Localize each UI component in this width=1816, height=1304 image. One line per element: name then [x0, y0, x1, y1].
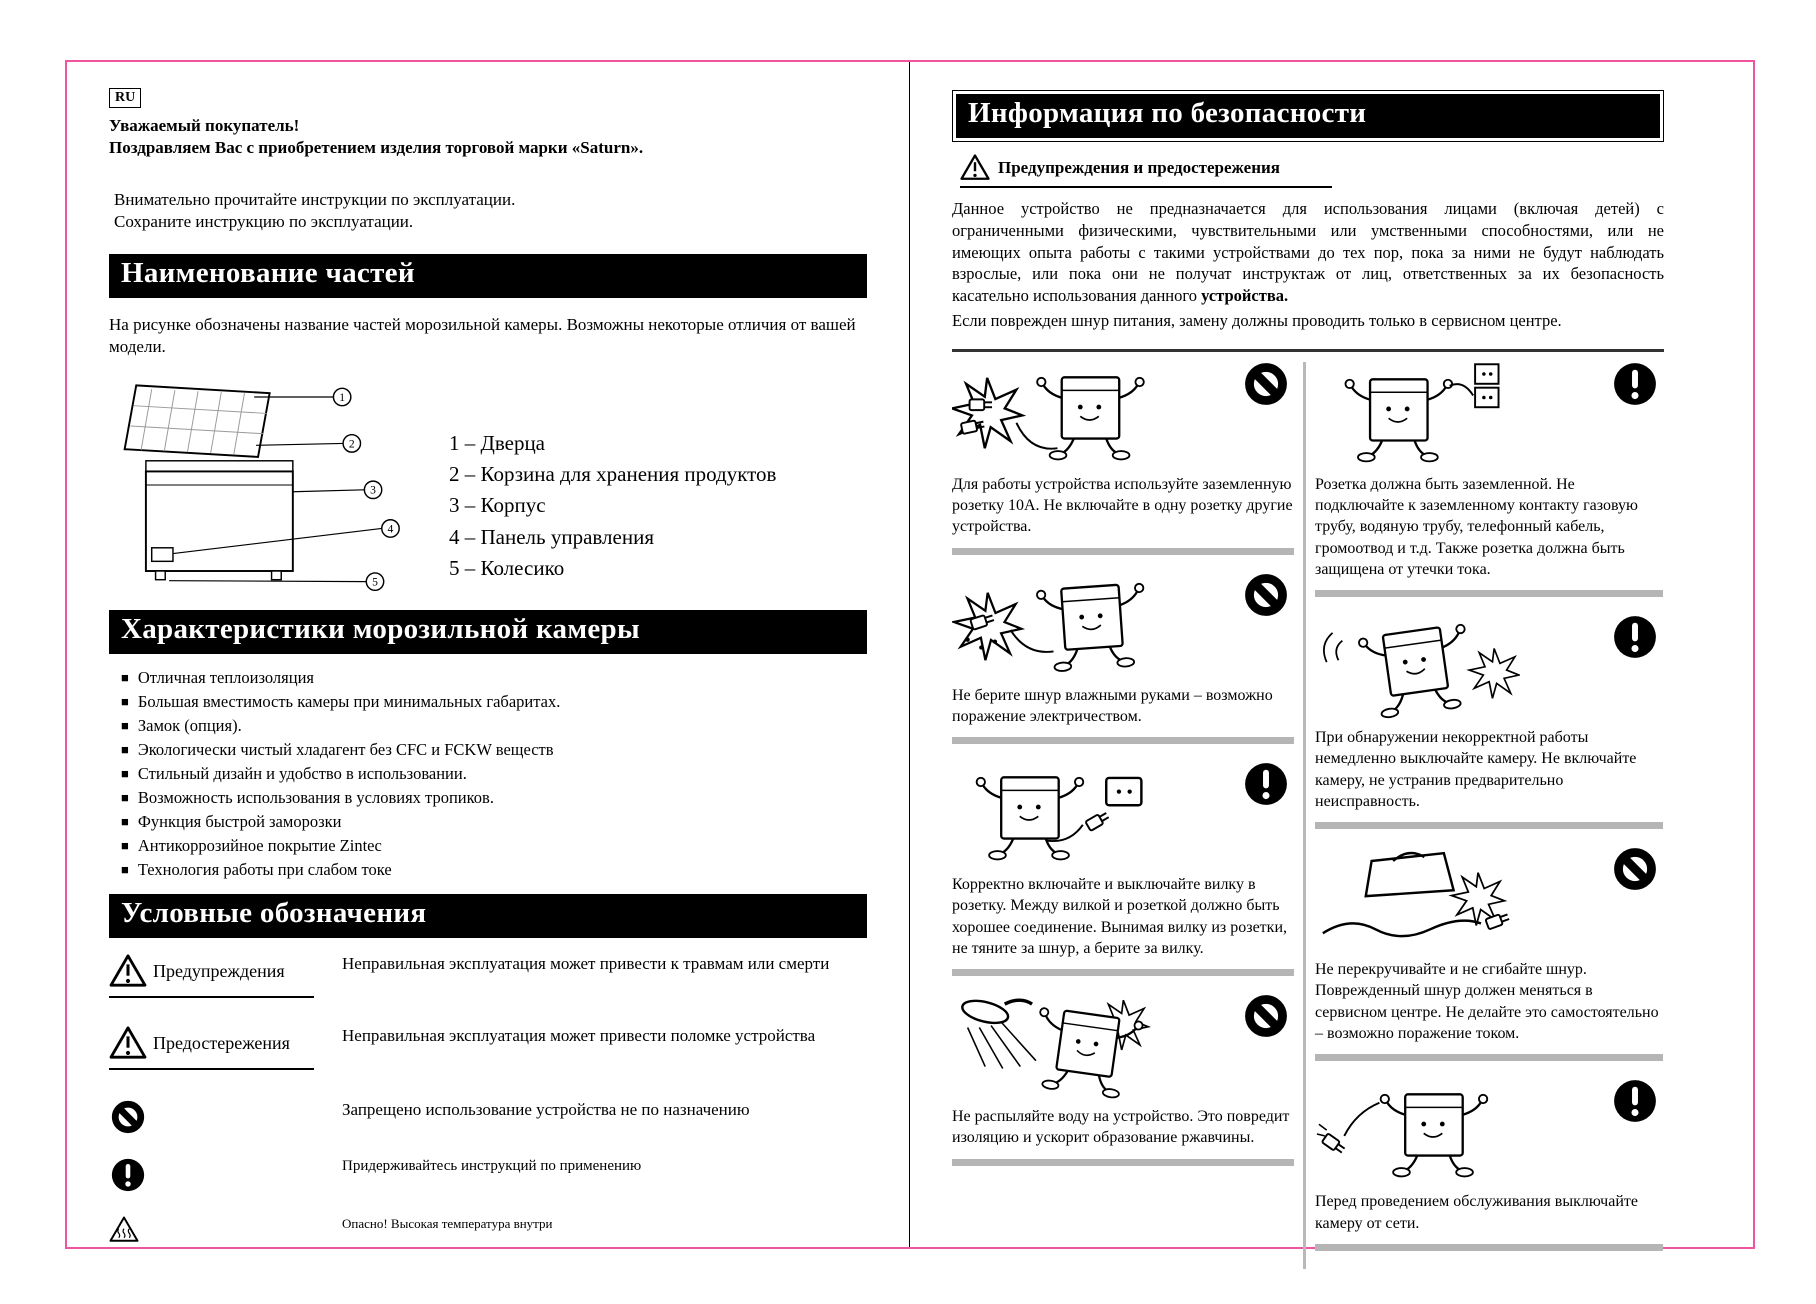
prohibition-icon — [1244, 573, 1288, 617]
overloaded-socket-cartoon — [952, 362, 1157, 470]
callout-5: 5 — [372, 575, 378, 589]
parts-intro: На рисунке обозначены название частей морозильной камеры. Возможны некоторые отличия от вашей модели. — [109, 315, 856, 357]
section-rule — [952, 349, 1664, 352]
safety-item — [952, 362, 1294, 555]
symbols-section-title: Условные обозначения — [109, 894, 867, 938]
underline-bar — [952, 548, 1294, 555]
cord-replacement-note: Если поврежден шнур питания, замену должны проводить только в сервисном центре. — [952, 310, 1562, 330]
illustration-row — [1315, 362, 1663, 470]
part-item: 1 – Дверца — [449, 431, 545, 456]
symbol-key — [109, 1026, 314, 1070]
symbol-row-prohibited — [109, 1100, 867, 1134]
page-sheet — [65, 60, 1755, 1249]
callout-1: 1 — [339, 391, 346, 405]
safety-text: Не перекручивайте и не сгибайте шнур. Поврежденный шнур должен меняться в сервисном центре. Не делайте это самостоятельно – возможно поражение током. — [1315, 961, 1659, 1043]
no-water-spray-cartoon — [952, 994, 1157, 1102]
read-instruction-line: Внимательно прочитайте инструкции по эксплуатации. — [114, 190, 516, 209]
control-panel — [152, 548, 173, 562]
features-list — [121, 668, 867, 880]
prohibition-icon — [1613, 847, 1657, 891]
safety-paragraph-bold: устройства. — [1201, 286, 1289, 306]
malfunction-cartoon — [1315, 615, 1520, 723]
features-section-title: Характеристики морозильной камеры — [109, 610, 867, 654]
freezer-diagram — [109, 368, 409, 600]
illustration-row — [952, 994, 1294, 1102]
hot-surface-icon — [109, 1216, 139, 1243]
part-item: 5 – Колесико — [449, 555, 565, 580]
right-page — [910, 62, 1753, 1247]
feature-item: ■ Отличная теплоизоляция — [121, 668, 867, 688]
mandatory-icon — [1613, 362, 1657, 406]
illustration-row — [1315, 1079, 1663, 1187]
callout-4: 4 — [387, 522, 394, 536]
no-bend-cord-cartoon — [1315, 847, 1520, 955]
safety-paragraph-lead: Данное устройство не предназначается для использования лицами (включая детей) с ограниченными физическими, чувствительными или умственными способностями, или не имеющих опыта работы с такими устройствами до тех пор, пока за ними не будут наблюдать взрослые, или пока они не получат инструктаж от лиц, ответственных за их безопасность касательно использования данного — [952, 199, 1664, 306]
keep-instruction-line: Сохраните инструкцию по эксплуатации. — [114, 212, 414, 231]
feature-item: ■ Возможность использования в условиях тропиков. — [121, 788, 867, 808]
parts-figure-row — [109, 368, 867, 600]
safety-grid — [952, 362, 1664, 1269]
symbol-label: Предупреждения — [153, 960, 285, 981]
symbol-row-hot — [109, 1216, 867, 1243]
feature-item: ■ Экологически чистый хладагент без CFC и FCKW веществ — [121, 740, 867, 760]
safety-text: Розетка должна быть заземленной. Не подключайте к заземленному контакту газовую трубу, водяную трубу, телефонный кабель, громоотвод и т.д. Также розетка должна быть защищена от утечки тока. — [1315, 475, 1638, 578]
underline-bar — [1315, 822, 1663, 829]
safety-item — [1315, 847, 1663, 1061]
safety-item — [952, 994, 1294, 1166]
feature-item: ■ Технология работы при слабом токе — [121, 860, 867, 880]
symbol-label: Предостережения — [153, 1032, 290, 1053]
callout-3: 3 — [370, 483, 376, 497]
safety-subheading-label: Предупреждения и предостережения — [998, 157, 1280, 177]
safety-text: Для работы устройства используйте заземленную розетку 10А. Не включайте в одну розетку другие устройства. — [952, 475, 1293, 536]
illustration-row — [952, 362, 1294, 470]
safety-text: При обнаружении некорректной работы немедленно выключайте камеру. Не включайте камеру, не устранив предварительно неисправность. — [1315, 729, 1637, 810]
illustration-row — [952, 762, 1294, 870]
mandatory-icon — [1613, 615, 1657, 659]
symbol-description: Неправильная эксплуатация может привести к травмам или смерти — [342, 954, 830, 974]
left-page — [67, 62, 909, 1247]
warning-triangle-icon — [960, 154, 990, 181]
prohibition-icon — [1244, 994, 1288, 1038]
safety-text: Корректно включайте и выключайте вилку в розетку. Между вилкой и розеткой должно быть хорошее соединение. Вынимая вилку из розетки, не тяните за шнур, а берите за вилку. — [952, 876, 1287, 957]
language-badge: RU — [109, 88, 141, 108]
symbol-row-warnings — [109, 954, 867, 998]
parts-section-title: Наименование частей — [109, 254, 867, 298]
safety-column-left — [952, 362, 1294, 1269]
prohibition-icon — [109, 1100, 147, 1134]
illustration-row — [1315, 847, 1663, 955]
safety-item — [952, 762, 1294, 976]
plug-firmly-cartoon — [952, 762, 1157, 870]
underline-bar — [952, 737, 1294, 744]
symbol-row-mandatory — [109, 1158, 867, 1192]
underline-bar — [952, 969, 1294, 976]
safety-text: Перед проведением обслуживания выключайте камеру от сети. — [1315, 1193, 1638, 1232]
feature-item: ■ Замок (опция). — [121, 716, 867, 736]
mandatory-icon — [1613, 1079, 1657, 1123]
mandatory-icon — [109, 1158, 147, 1192]
greeting-subtitle: Поздравляем Вас с приобретением изделия торговой марки «Saturn». — [109, 138, 644, 157]
grounded-outlet-cartoon — [1315, 362, 1520, 470]
column-divider — [1303, 362, 1306, 1269]
safety-item — [952, 573, 1294, 745]
illustration-row — [952, 573, 1294, 681]
safety-section-title: Информация по безопасности — [956, 94, 1660, 138]
symbol-description: Неправильная эксплуатация может привести поломке устройства — [342, 1026, 816, 1046]
underline-bar — [1315, 590, 1663, 597]
feature-item: ■ Большая вместимость камеры при минимальных габаритах. — [121, 692, 867, 712]
symbols-legend — [109, 954, 867, 1243]
symbol-key — [109, 1158, 314, 1192]
safety-text: Не берите шнур влажными руками – возможно поражение электричеством. — [952, 686, 1273, 725]
symbol-row-cautions — [109, 1026, 867, 1070]
safety-item — [1315, 1079, 1663, 1251]
symbol-key — [109, 954, 314, 998]
safety-paragraph — [952, 198, 1664, 307]
safety-text: Не распыляйте воду на устройство. Это повредит изоляцию и ускорит образование ржавчины. — [952, 1108, 1290, 1147]
greeting-title: Уважаемый покупатель! — [109, 116, 300, 135]
symbol-description: Опасно! Высокая температура внутри — [342, 1216, 553, 1232]
read-instructions-block — [114, 190, 867, 232]
underline-bar — [1315, 1054, 1663, 1061]
safety-column-right — [1315, 362, 1663, 1269]
wet-hands-cartoon — [952, 573, 1157, 681]
symbol-description: Придерживайтесь инструкций по применению — [342, 1158, 642, 1175]
underline-bar — [952, 1159, 1294, 1166]
prohibition-icon — [1244, 362, 1288, 406]
part-item: 4 – Панель управления — [449, 524, 654, 549]
unplug-service-cartoon — [1315, 1079, 1520, 1187]
callout-2: 2 — [348, 437, 355, 451]
feature-item: ■ Функция быстрой заморозки — [121, 812, 867, 832]
safety-item — [1315, 615, 1663, 829]
part-item: 3 – Корпус — [449, 493, 546, 518]
feature-item: ■ Стильный дизайн и удобство в использовании. — [121, 764, 867, 784]
underline-bar — [1315, 1244, 1663, 1251]
mandatory-icon — [1244, 762, 1288, 806]
feature-item: ■ Антикоррозийное покрытие Zintec — [121, 836, 867, 856]
part-item: 2 – Корзина для хранения продуктов — [449, 462, 777, 487]
symbol-key — [109, 1216, 314, 1243]
safety-item — [1315, 362, 1663, 597]
safety-subheading — [960, 154, 1332, 188]
illustration-row — [1315, 615, 1663, 723]
symbol-key — [109, 1100, 314, 1134]
symbol-description: Запрещено использование устройства не по назначению — [342, 1100, 750, 1120]
warning-triangle-icon — [109, 954, 147, 988]
warning-triangle-icon — [109, 1026, 147, 1060]
safety-banner-wrap — [952, 90, 1664, 142]
parts-list — [449, 424, 776, 600]
